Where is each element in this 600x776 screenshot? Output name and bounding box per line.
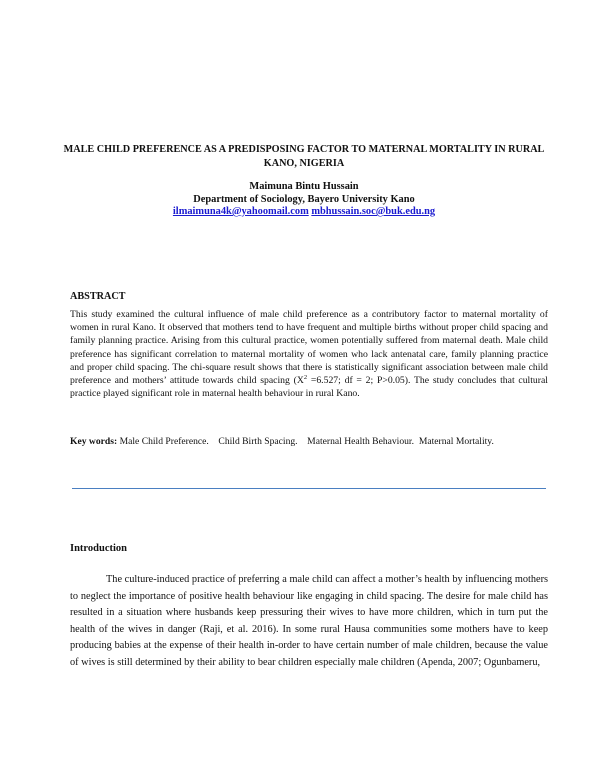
- paper-title: MALE CHILD PREFERENCE AS A PREDISPOSING FACTOR TO MATERNAL MORTALITY IN RURAL KANO, NIGERIA: [63, 144, 545, 169]
- keyword-item: Child Birth Spacing.: [218, 436, 298, 447]
- keywords-label: Key words:: [70, 436, 118, 447]
- author-block: [60, 181, 548, 219]
- introduction-paragraph: The culture-induced practice of preferring a male child can affect a mother’s health by influencing mothers to neglect the importance of positive health behaviour like engaging in child spacing. The desire for male child has resulted in a situation where husbands keep pressuring their wives to have more children, which in turn put the health of the wives in danger (Raji, et al. 2016). In some rural Hausa communities some mothers have to keep producing babies at the expense of their health in-order to have certain number of male children, because the value of wives is still determined by their ability to bear children especially male children (Apenda, 2007; Ogunbameru,: [70, 574, 548, 668]
- author-name: Maimuna Bintu Hussain: [249, 181, 359, 192]
- author-emails: [60, 206, 548, 219]
- keyword-item: Maternal Mortality.: [418, 436, 494, 447]
- keywords-line: [70, 436, 560, 447]
- email-link-2[interactable]: mbhussain.soc@buk.edu.ng: [311, 206, 436, 217]
- abstract-body: [70, 308, 548, 400]
- chi-square-superscript: 2: [303, 373, 308, 381]
- author-department: Department of Sociology, Bayero University Kano: [193, 193, 415, 205]
- abstract-text-before: This study examined the cultural influence of male child preference as a contributory factor to maternal mortality of women in rural Kano. It observed that mothers tend to have frequent and multiple births without proper child spacing and family planning practice. Arising from this cultural practice, women potentially suffered from maternal death. Male child preference has significant correlation to maternal mortality of women who lack antenatal care, family planning practice and proper child spacing. The chi-square result shows that there is statistically significant association between male child preference and mothers’ attitude towards child spacing (X: [70, 309, 548, 387]
- section-divider: [72, 488, 546, 489]
- abstract-text-after: =6.527; df = 2; P>0.05). The study concludes that cultural practice played significant role in maternal health behaviour in rural Kano.: [70, 375, 548, 400]
- abstract-heading: ABSTRACT: [70, 291, 126, 302]
- keyword-item: Maternal Health Behaviour.: [307, 436, 415, 447]
- email-link-1[interactable]: ilmaimuna4k@yahoomail.com: [172, 206, 309, 217]
- keyword-item: Male Child Preference.: [119, 436, 209, 447]
- introduction-heading: Introduction: [70, 543, 127, 554]
